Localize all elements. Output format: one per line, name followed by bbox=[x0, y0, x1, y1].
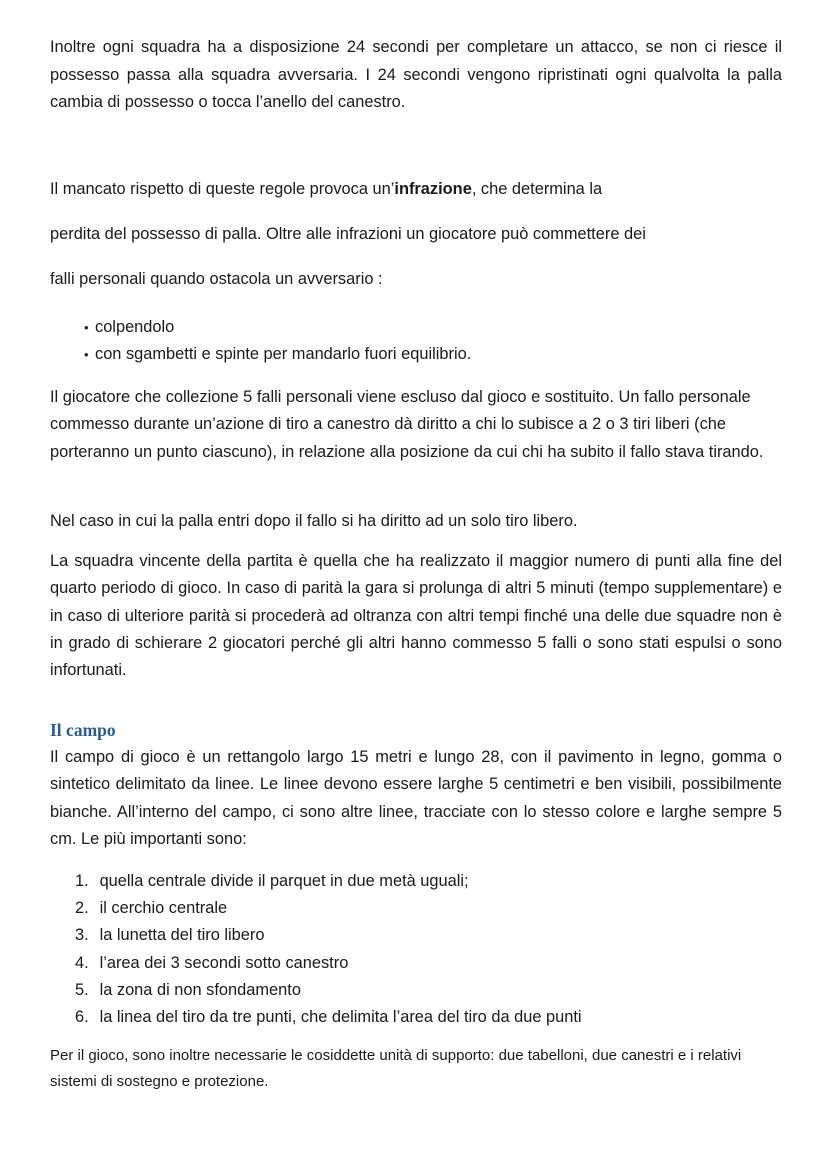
list-item-text: con sgambetti e spinte per mandarlo fuori equilibrio. bbox=[95, 345, 472, 363]
list-item-text: colpendolo bbox=[95, 318, 175, 336]
list-item-number: 1. bbox=[75, 872, 89, 890]
list-item-text: la zona di non sfondamento bbox=[99, 980, 301, 999]
paragraph-infrazione-text-end: , che determina la bbox=[471, 180, 603, 198]
list-item-text: il cerchio centrale bbox=[99, 899, 228, 918]
paragraph-campo-descrizione: Il campo di gioco è un rettangolo largo 15 metri e lungo 28, con il pavimento in legno, gomma o sintetico delimitato da linee. Le linee devono essere larghe 5 centimetri e ben visibili, possibilmente bianche. All’interno del campo, ci sono altre linee, tracciate con lo stesso colore e larghe sempre 5 cm. Le più importanti sono: bbox=[50, 748, 782, 848]
paragraph-unita-supporto: Per il gioco, sono inoltre necessarie le cosiddette unità di supporto: due tabelloni, due canestri e i relativi sistemi di sostegno e protezione. bbox=[50, 1047, 742, 1090]
list-item-number: 2. bbox=[75, 899, 89, 918]
list-item-text: la lunetta del tiro libero bbox=[99, 926, 265, 945]
bullet-list bbox=[84, 314, 471, 368]
list-item bbox=[75, 950, 582, 977]
list-item bbox=[75, 868, 582, 895]
paragraph-24-seconds: Inoltre ogni squadra ha a disposizione 24 secondi per completare un attacco, se non ci riesce il possesso passa alla squadra avversaria. I 24 secondi vengono ripristinati ogni qualvolta la palla cambia di possesso o tocca l’anello del canestro. bbox=[50, 38, 782, 111]
list-item bbox=[75, 922, 582, 949]
list-item bbox=[75, 1004, 582, 1031]
list-item bbox=[84, 341, 471, 368]
paragraph-tiro-libero: Nel caso in cui la palla entri dopo il fallo si ha diritto ad un solo tiro libero. bbox=[50, 512, 578, 530]
list-item-text: la linea del tiro da tre punti, che delimita l’area del tiro da due punti bbox=[99, 1008, 582, 1027]
paragraph-5-falli: Il giocatore che collezione 5 falli personali viene escluso dal gioco e sostituito. Un fallo personale commesso durante un’azione di tiro a canestro dà diritto a chi lo subisce a 2 o 3 tiri liberi (che porteranno un punto ciascuno), in relazione alla posizione da cui chi ha subito il fallo stava tirando. bbox=[50, 388, 764, 461]
list-item-number: 3. bbox=[75, 926, 89, 945]
paragraph-perdita-possesso: perdita del possesso di palla. Oltre alle infrazioni un giocatore può commettere dei bbox=[50, 225, 646, 243]
list-item-number: 5. bbox=[75, 980, 89, 999]
list-item bbox=[75, 977, 582, 1004]
list-item-number: 6. bbox=[75, 1008, 89, 1027]
section-heading-campo: Il campo bbox=[50, 720, 116, 740]
list-item-number: 4. bbox=[75, 953, 89, 972]
bullet-dot-icon: • bbox=[84, 320, 89, 335]
paragraph-infrazione bbox=[50, 176, 782, 203]
list-item-text: l’area dei 3 secondi sotto canestro bbox=[99, 953, 349, 972]
bullet-dot-icon: • bbox=[84, 347, 89, 362]
paragraph-squadra-vincente: La squadra vincente della partita è quella che ha realizzato il maggior numero di punti alla fine del quarto periodo di gioco. In caso di parità la gara si prolunga di altri 5 minuti (tempo supplementare) e in caso di ulteriore parità si procederà ad oltranza con altri tempi finché una delle due squadre non è in grado di schierare 2 giocatori perché gli altri hanno commesso 5 falli o sono stati espulsi o sono infortunati. bbox=[50, 552, 782, 680]
list-item-text: quella centrale divide il parquet in due metà uguali; bbox=[99, 872, 469, 890]
paragraph-infrazione-text-start: Il mancato rispetto di queste regole provoca un’ bbox=[50, 180, 395, 198]
list-item bbox=[84, 314, 471, 341]
list-item bbox=[75, 895, 582, 922]
paragraph-falli-personali: falli personali quando ostacola un avversario : bbox=[50, 270, 383, 288]
infrazione-term: infrazione bbox=[394, 180, 472, 198]
numbered-list bbox=[75, 868, 582, 1031]
